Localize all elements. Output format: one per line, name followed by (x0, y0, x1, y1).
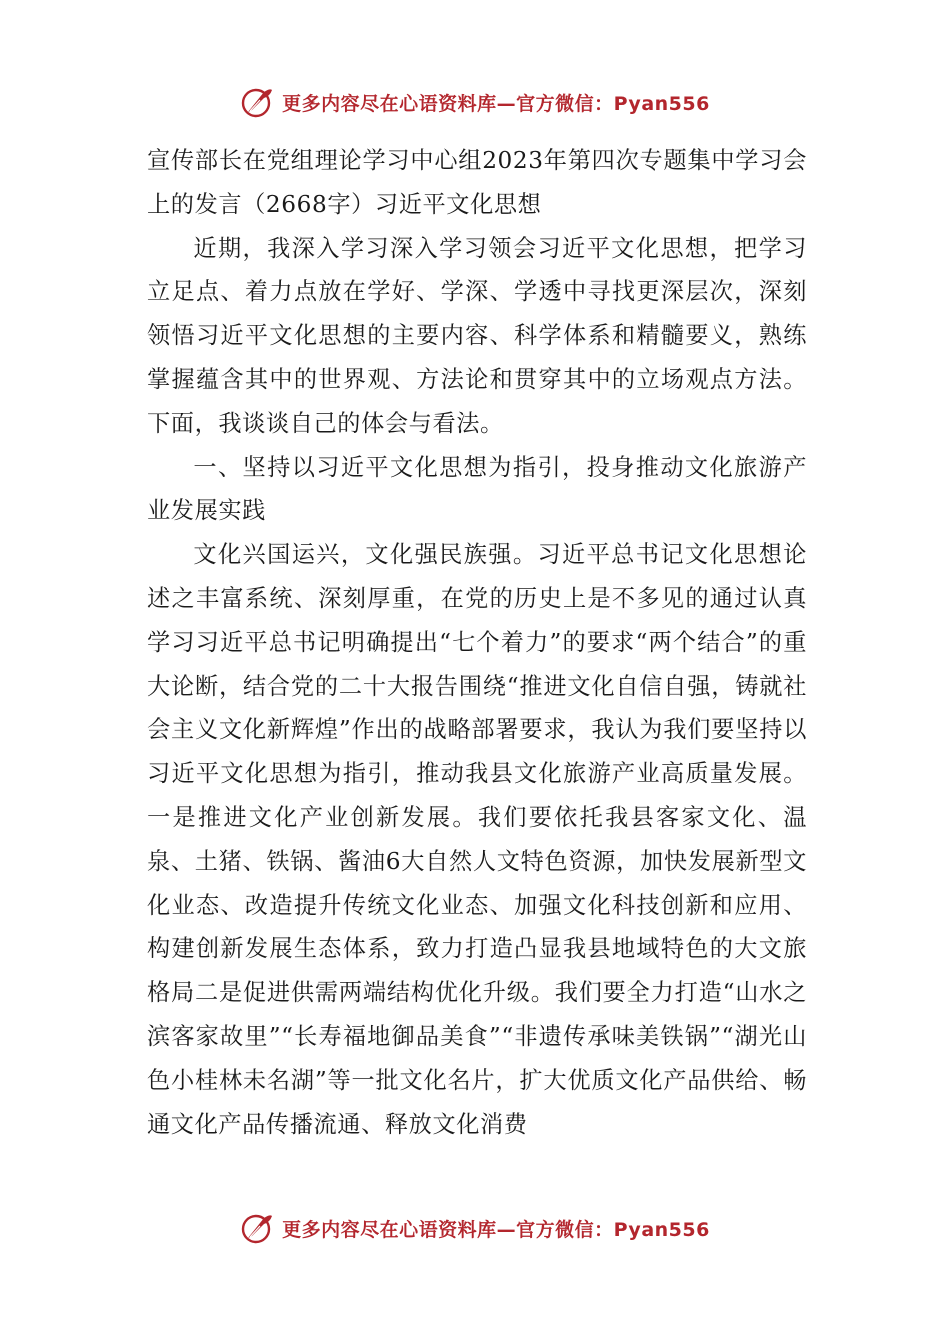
header-watermark (0, 80, 950, 124)
quill-pen-icon (240, 84, 276, 120)
watermark-text: 更多内容尽在心语资料库—官方微信：Pyan556 (282, 92, 710, 115)
document-title: 宣传部长在党组理论学习中心组2023年第四次专题集中学习会上的发言（2668字）习近平文化思想 (147, 147, 807, 218)
paragraph-intro: 近期，我深入学习深入学习领会习近平文化思想，把学习立足点、着力点放在学好、学深、学透中寻找更深层次，深刻领悟习近平文化思想的主要内容、科学体系和精髓要义，熟练掌握蕴含其中的世界观、方法论和贯穿其中的立场观点方法。下面，我谈谈自己的体会与看法。 (147, 234, 807, 437)
footer-watermark (0, 1206, 950, 1250)
paragraph-body: 文化兴国运兴，文化强民族强。习近平总书记文化思想论述之丰富系统、深刻厚重，在党的历史上是不多见的通过认真学习习近平总书记明确提出“七个着力”的要求“两个结合”的重大论断，结合党的二十大报告围绕“推进文化自信自强，铸就社会主义文化新辉煌”作出的战略部署要求，我认为我们要坚持以习近平文化思想为指引，推动我县文化旅游产业高质量发展。一是推进文化产业创新发展。我们要依托我县客家文化、温泉、土猪、铁锅、酱油6大自然人文特色资源，加快发展新型文化业态、改造提升传统文化业态、加强文化科技创新和应用、构建创新发展生态体系，致力打造凸显我县地域特色的大文旅格局二是促进供需两端结构优化升级。我们要全力打造“山水之滨客家故里”“长寿福地御品美食”“非遗传承味美铁锅”“湖光山色小桂林未名湖”等一批文化名片，扩大优质文化产品供给、畅通文化产品传播流通、释放文化消费 (147, 541, 807, 1138)
document-body (147, 139, 807, 1146)
section-heading-1: 一、坚持以习近平文化思想为指引，投身推动文化旅游产业发展实践 (147, 453, 807, 525)
watermark-text: 更多内容尽在心语资料库—官方微信：Pyan556 (282, 1218, 710, 1241)
quill-pen-icon (240, 1210, 276, 1246)
